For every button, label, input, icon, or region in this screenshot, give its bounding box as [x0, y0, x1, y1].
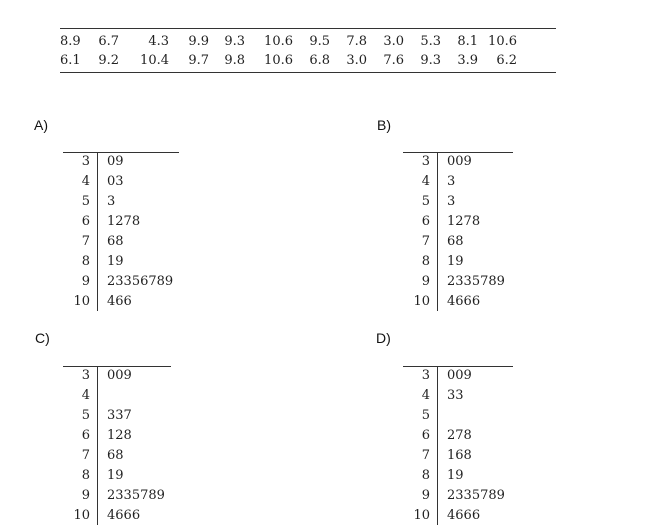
data-cell: 10.6 [264, 34, 293, 49]
leaves: 68 [447, 234, 464, 249]
stem-leaf-divider [97, 367, 98, 525]
data-cell: 9.2 [98, 53, 119, 68]
stem: 9 [81, 274, 90, 289]
stem: 7 [81, 448, 90, 463]
data-cell: 9.9 [188, 34, 209, 49]
data-row-1 [60, 32, 556, 51]
stem: 4 [81, 174, 90, 189]
leaves: 19 [447, 468, 464, 483]
leaves: 4666 [107, 508, 141, 523]
leaves: 2335789 [107, 488, 165, 503]
leaves: 2335789 [447, 274, 505, 289]
leaves: 2335789 [447, 488, 505, 503]
data-cell: 8.9 [60, 34, 81, 49]
data-cell: 9.5 [309, 34, 330, 49]
stem: 9 [421, 274, 430, 289]
option-d-label[interactable]: D) [376, 330, 391, 346]
leaves: 19 [107, 254, 124, 269]
stem: 3 [81, 154, 90, 169]
stem-leaf-divider [437, 367, 438, 525]
leaves: 09 [107, 154, 124, 169]
stem: 9 [421, 488, 430, 503]
stem: 7 [421, 448, 430, 463]
data-cell: 3.0 [383, 34, 404, 49]
data-cell: 9.7 [188, 53, 209, 68]
stem: 4 [81, 388, 90, 403]
data-cell: 6.2 [496, 53, 517, 68]
leaves: 3 [447, 194, 456, 209]
stem: 9 [81, 488, 90, 503]
leaves: 278 [447, 428, 472, 443]
data-cell: 6.7 [98, 34, 119, 49]
leaves: 1278 [447, 214, 481, 229]
stem: 3 [81, 368, 90, 383]
stem: 7 [421, 234, 430, 249]
stem: 5 [421, 408, 430, 423]
data-cell: 6.8 [309, 53, 330, 68]
leaves: 128 [107, 428, 132, 443]
data-cell: 5.3 [420, 34, 441, 49]
stem: 3 [421, 154, 430, 169]
stem: 8 [81, 468, 90, 483]
option-c-label[interactable]: C) [35, 330, 50, 346]
stem: 10 [413, 294, 430, 309]
leaves: 009 [107, 368, 132, 383]
data-cell: 8.1 [457, 34, 478, 49]
stem: 5 [81, 408, 90, 423]
stem: 7 [81, 234, 90, 249]
leaves: 337 [107, 408, 132, 423]
data-cell: 9.8 [224, 53, 245, 68]
leaves: 03 [107, 174, 124, 189]
leaves: 009 [447, 368, 472, 383]
stem-leaf-divider [437, 153, 438, 311]
stem: 6 [81, 214, 90, 229]
stem: 4 [421, 174, 430, 189]
leaves: 4666 [447, 508, 481, 523]
stem: 8 [421, 468, 430, 483]
leaves: 3 [107, 194, 116, 209]
stem: 6 [421, 214, 430, 229]
leaves: 1278 [107, 214, 141, 229]
stem: 8 [421, 254, 430, 269]
data-cell: 10.4 [140, 53, 169, 68]
leaves: 3 [447, 174, 456, 189]
option-a-label[interactable]: A) [34, 117, 48, 133]
data-cell: 4.3 [148, 34, 169, 49]
leaves: 168 [447, 448, 472, 463]
data-cell: 9.3 [420, 53, 441, 68]
stem: 5 [421, 194, 430, 209]
data-cell: 7.6 [383, 53, 404, 68]
leaves: 19 [107, 468, 124, 483]
data-cell: 3.9 [457, 53, 478, 68]
leaves: 23356789 [107, 274, 174, 289]
stem: 6 [81, 428, 90, 443]
stem: 10 [73, 508, 90, 523]
leaves: 466 [107, 294, 132, 309]
option-b-label[interactable]: B) [377, 117, 391, 133]
data-cell: 9.3 [224, 34, 245, 49]
data-table [60, 28, 556, 73]
leaves: 009 [447, 154, 472, 169]
data-cell: 6.1 [60, 53, 81, 68]
data-cell: 3.0 [346, 53, 367, 68]
stem: 10 [413, 508, 430, 523]
stem: 4 [421, 388, 430, 403]
data-cell: 10.6 [488, 34, 517, 49]
data-cell: 10.6 [264, 53, 293, 68]
stem: 5 [81, 194, 90, 209]
stem-leaf-divider [97, 153, 98, 311]
stem: 3 [421, 368, 430, 383]
data-row-2 [60, 51, 556, 70]
data-cell: 7.8 [346, 34, 367, 49]
leaves: 68 [107, 234, 124, 249]
leaves: 19 [447, 254, 464, 269]
stem: 10 [73, 294, 90, 309]
leaves: 33 [447, 388, 464, 403]
leaves: 68 [107, 448, 124, 463]
leaves: 4666 [447, 294, 481, 309]
stem: 6 [421, 428, 430, 443]
stem: 8 [81, 254, 90, 269]
